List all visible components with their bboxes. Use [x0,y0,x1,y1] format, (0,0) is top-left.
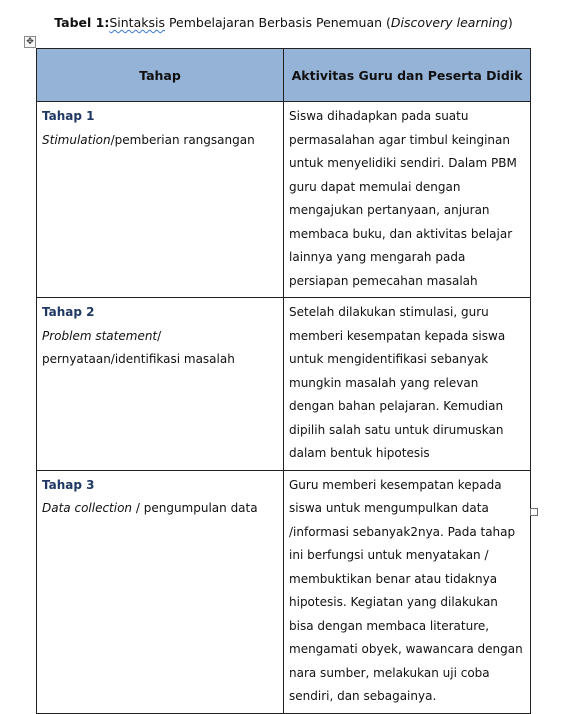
header-activity: Aktivitas Guru dan Peserta Didik [284,49,531,102]
stage-name-italic: Stimulation [42,132,111,147]
stage-label: Tahap 1 [42,109,95,123]
stage-name-rest: / pengumpulan data [132,501,258,515]
caption-italic: Discovery learning [390,15,508,30]
activity-cell[interactable]: Siswa dihadapkan pada suatu permasalahan agar timbul keinginan untuk menyelidiki sendiri. Dalam PBM guru dapat memulai dengan mengajukan pertanyaan, anjuran membaca buku, dan aktivitas belajar lainnya yang mengarah pada persiapan pemecahan masalah [284,102,531,298]
stage-cell[interactable] [37,470,284,713]
table-row [37,298,531,471]
stage-cell[interactable] [37,102,284,298]
header-stage: Tahap [37,49,284,102]
table-container [36,48,531,714]
stage-label: Tahap 2 [42,305,95,319]
header-row [37,49,531,102]
stage-name [42,129,279,153]
stage-name [42,325,279,372]
stage-name-italic: Problem statement [42,328,158,343]
caption-close: ) [507,15,513,30]
caption-squiggle-word: Sintaksis [109,15,165,30]
table-row [37,470,531,713]
caption-rest: Pembelajaran Berbasis Penemuan ( [164,15,391,30]
syntax-table [36,48,531,714]
table-move-icon[interactable]: ✥ [24,36,36,48]
activity-cell[interactable]: Guru memberi kesempatan kepada siswa untuk mengumpulkan data /informasi sebanyak2nya. Pada tahap ini berfungsi untuk menyatakan / membuktikan benar atau tidaknya hipotesis. Kegiatan yang dilakukan bisa dengan membaca literature, mengamati obyek, wawancara dengan nara sumber, melakukan uji coba sendiri, dan sebagainya. [284,470,531,713]
stage-name-italic: Data collection [42,501,133,515]
stage-name [42,497,279,521]
activity-cell[interactable]: Setelah dilakukan stimulasi, guru memberi kesempatan kepada siswa untuk mengidentifikasi sebanyak mungkin masalah yang relevan dengan bahan pelajaran. Kemudian dipilih salah satu untuk dirumuskan dalam bentuk hipotesis [284,298,531,471]
table-resize-icon[interactable] [530,508,538,516]
table-caption [0,15,567,30]
stage-cell[interactable] [37,298,284,471]
stage-name-rest: / pernyataan/identifikasi masalah [42,328,235,366]
stage-name-rest: /pemberian rangsangan [110,132,255,147]
caption-lead: Tabel 1: [54,15,110,30]
table-row [37,102,531,298]
stage-label: Tahap 3 [42,477,95,492]
